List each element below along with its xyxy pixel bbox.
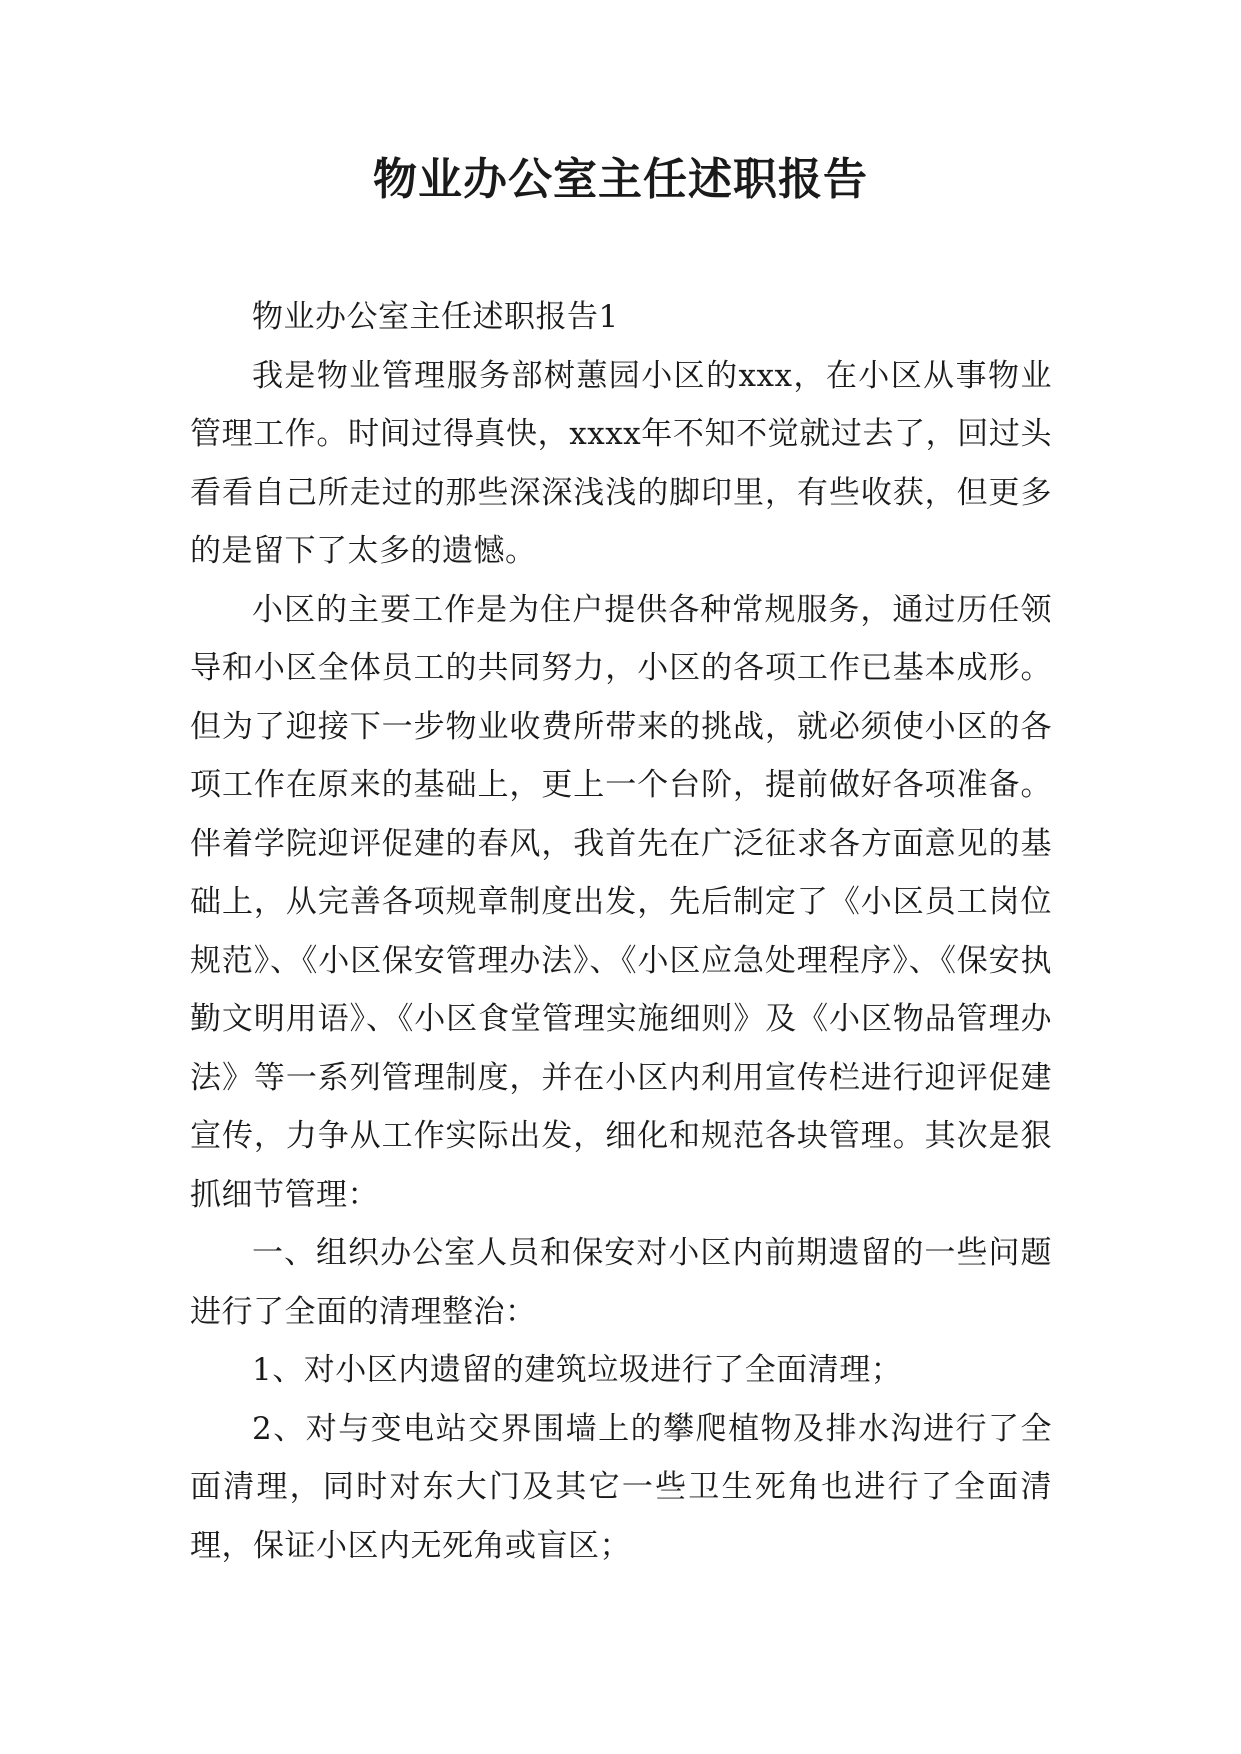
document-title: 物业办公室主任述职报告 [373, 154, 868, 205]
section-heading: 物业办公室主任述职报告1 [252, 299, 619, 335]
paragraph: 小区的主要工作是为住户提供各种常规服务，通过历任领导和小区全体员工的共同努力，小区的各项工作已基本成形。但为了迎接下一步物业收费所带来的挑战，就必须使小区的各项工作在原来的基础上，更上一个台阶，提前做好各项准备。伴着学院迎评促建的春风，我首先在广泛征求各方面意见的基础上，从完善各项规章制度出发，先后制定了《小区员工岗位规范》、《小区保安管理办法》、《小区应急处理程序》、《保安执勤文明用语》、《小区食堂管理实施细则》及《小区物品管理办法》等一系列管理制度，并在小区内利用宣传栏进行迎评促建宣传，力争从工作实际出发，细化和规范各块管理。其次是狠抓细节管理： [190, 591, 1052, 1213]
paragraph: 一、组织办公室人员和保安对小区内前期遗留的一些问题进行了全面的清理整治： [190, 1235, 1052, 1330]
list-item: 1、对小区内遗留的建筑垃圾进行了全面清理； [252, 1352, 903, 1388]
list-item: 2、对与变电站交界围墙上的攀爬植物及排水沟进行了全面清理，同时对东大门及其它一些卫生死角也进行了全面清理，保证小区内无死角或盲区； [190, 1410, 1052, 1564]
document-body [190, 288, 1052, 1575]
paragraph: 我是物业管理服务部树蕙园小区的xxx，在小区从事物业管理工作。时间过得真快，xxxx年不知不觉就过去了，回过头看看自己所走过的那些深深浅浅的脚印里，有些收获，但更多的是留下了太多的遗憾。 [190, 357, 1052, 569]
